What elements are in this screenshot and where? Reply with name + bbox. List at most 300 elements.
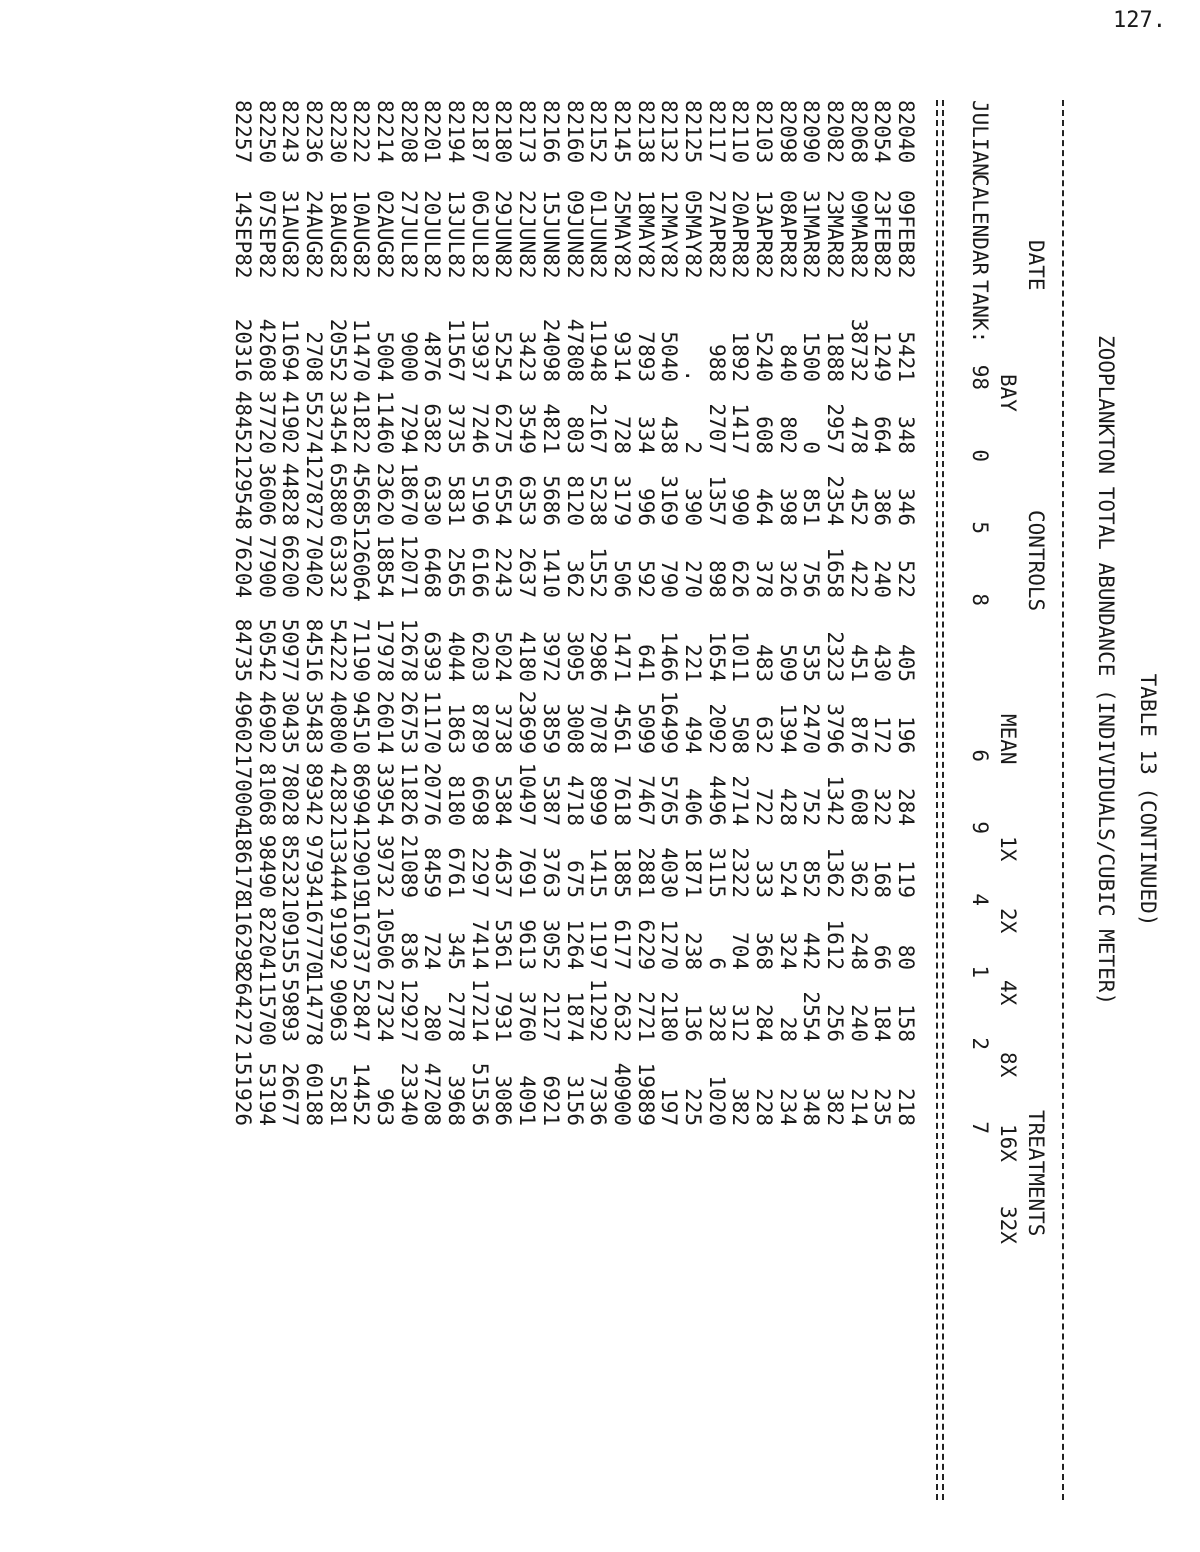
table-cell: 51536 [467,1062,492,1126]
table-cell: 312 [728,1004,753,1042]
table-cell: 48452 [230,390,255,454]
table-cell: 1394 [775,703,800,754]
tank-number: 98 [968,364,992,390]
table-cell: 25MAY82 [609,190,634,279]
table-cell: 4821 [538,403,563,454]
table-cell: 30435 [278,690,303,754]
table-row [231,100,255,1126]
table-cell: 29JUN82 [491,190,516,279]
table-cell: 7078 [586,703,611,754]
table-cell: 7294 [396,403,421,454]
table-row [492,100,516,1126]
table-cell: 42832 [325,762,350,826]
table-cell: 728 [609,416,634,454]
page-number: 127. [1113,8,1166,33]
table-cell: 3859 [538,703,563,754]
table-cell: 6554 [491,475,516,526]
table-cell: 722 [752,788,777,826]
table-cell: 1270 [657,919,682,970]
table-cell: 78028 [278,762,303,826]
table-cell: 91992 [325,906,350,970]
table-cell: 641 [633,644,658,682]
table-cell: 803 [562,416,587,454]
table-cell: 186178 [230,826,255,902]
header-controls: CONTROLS [1024,510,1048,612]
table-cell: 2881 [633,847,658,898]
table-cell: 4044 [444,631,469,682]
table-cell: 8459 [420,847,445,898]
table-cell: 4496 [704,775,729,826]
table-cell: 07SEP82 [254,190,279,279]
table-cell: 790 [657,560,682,598]
table-cell: 7336 [586,1075,611,1126]
table-cell: 17978 [373,618,398,682]
table-row [586,100,610,1126]
table-cell: 36006 [254,462,279,526]
table-cell: 464 [752,488,777,526]
table-cell: 12071 [396,534,421,598]
table-cell: 1410 [538,547,563,598]
table-cell: 26014 [373,690,398,754]
divider [936,100,938,1500]
table-cell: 12MAY82 [657,190,682,279]
table-cell: 1264 [562,919,587,970]
table-cell: 6 [704,957,729,970]
table-cell: 5240 [752,331,777,382]
table-cell: 11470 [349,318,374,382]
rotated-table-page [120,100,1160,1500]
table-cell: 82166 [538,100,563,164]
table-cell: 2708 [301,331,326,382]
table-cell: 2092 [704,703,729,754]
table-cell: 704 [728,932,753,970]
table-cell: 3549 [515,403,540,454]
table-subtitle: ZOOPLANKTON TOTAL ABUNDANCE (INDIVIDUALS/CUBIC METER) [1094,335,1118,1006]
table-cell: 270 [680,560,705,598]
table-cell: 4091 [515,1075,540,1126]
table-cell: 63332 [325,534,350,598]
table-cell: 114778 [301,970,326,1046]
table-cell: 494 [680,716,705,754]
table-cell: 196 [894,716,919,754]
data-table [231,100,918,1126]
table-title: TABLE 13 (CONTINUED) [1136,673,1160,927]
tank-number: 2 [968,1037,992,1050]
table-cell: 38732 [846,318,871,382]
table-cell: 7931 [491,991,516,1042]
header-calendar: CALENDAR [968,174,992,276]
table-cell: 77900 [254,534,279,598]
table-cell: 13937 [467,318,492,382]
table-cell: 82152 [586,100,611,164]
table-cell: 18AUG82 [325,190,350,279]
table-row [610,100,634,1126]
table-row [847,100,871,1126]
table-cell: 10506 [373,906,398,970]
table-cell: 49602 [230,690,255,754]
table-cell: 1362 [823,847,848,898]
table-cell: 256 [823,1004,848,1042]
table-cell: 18MAY82 [633,190,658,279]
table-cell: 4561 [609,703,634,754]
table-cell: 334 [633,416,658,454]
divider [1062,100,1064,1500]
table-cell: 136 [680,1004,705,1042]
table-cell: 248 [846,932,871,970]
table-cell: 988 [704,344,729,382]
table-cell: 362 [562,560,587,598]
table-cell: 76204 [230,534,255,598]
table-cell: 197 [657,1088,682,1126]
table-row [705,100,729,1126]
table-cell: 234 [775,1088,800,1126]
table-cell: 6761 [444,847,469,898]
table-cell: 23620 [373,462,398,526]
table-cell: 66 [870,944,895,970]
table-cell: 3086 [491,1075,516,1126]
table-cell: 82257 [230,100,255,164]
header-julian: JULIAN [968,100,992,176]
table-cell: 1415 [586,847,611,898]
table-cell: 1466 [657,631,682,682]
table-cell: 10AUG82 [349,190,374,279]
tank-number: 8 [968,593,992,606]
header-bay: BAY [996,374,1020,412]
table-cell: 12678 [396,618,421,682]
table-cell: 6698 [467,775,492,826]
table-cell: 1863 [444,703,469,754]
table-cell: 168 [870,860,895,898]
table-cell: 264272 [230,970,255,1046]
table-cell: 478 [846,416,871,454]
tank-number: 4 [968,893,992,906]
header-tank: TANK: [968,280,992,344]
table-cell: 82194 [444,100,469,164]
table-cell: 2167 [586,403,611,454]
table-cell: 172 [870,716,895,754]
table-cell: 82110 [728,100,753,164]
table-cell: 5831 [444,475,469,526]
table-cell: 19889 [633,1062,658,1126]
table-cell: 151926 [230,1050,255,1126]
table-cell: 5686 [538,475,563,526]
table-cell: 11292 [586,978,611,1042]
table-cell: 23340 [396,1062,421,1126]
table-cell: 348 [894,416,919,454]
table-cell: 13JUL82 [444,190,469,279]
table-cell: 240 [846,1004,871,1042]
table-cell: 82132 [657,100,682,164]
table-cell: 6166 [467,547,492,598]
table-cell: 284 [752,1004,777,1042]
tank-number: 1 [968,965,992,978]
table-cell: 522 [894,560,919,598]
table-cell: 55274 [301,390,326,454]
table-cell: 31MAR82 [799,190,824,279]
table-cell: 18670 [396,462,421,526]
table-cell: 5765 [657,775,682,826]
table-cell: 5387 [538,775,563,826]
table-cell: 54222 [325,618,350,682]
table-cell: 7467 [633,775,658,826]
table-cell: 6921 [538,1075,563,1126]
table-cell: 47808 [562,318,587,382]
table-cell: 8120 [562,475,587,526]
table-cell: 11694 [278,318,303,382]
table-cell: 675 [562,860,587,898]
table-cell: 82103 [752,100,777,164]
table-cell: 40900 [609,1062,634,1126]
table-cell: 119 [894,860,919,898]
table-cell: 170004 [230,754,255,830]
table-cell: 2714 [728,775,753,826]
table-cell: 129019 [349,826,374,902]
table-cell: 228 [752,1088,777,1126]
table-cell: 5099 [633,703,658,754]
table-cell: 09MAR82 [846,190,871,279]
table-cell: 50977 [278,618,303,682]
table-cell: 1342 [823,775,848,826]
table-cell: 752 [799,788,824,826]
table-cell: 608 [846,788,871,826]
tank-number: 9 [968,821,992,834]
table-cell: 5040 [657,331,682,382]
table-cell: 82201 [420,100,445,164]
table-cell: 59893 [278,978,303,1042]
table-cell: 2180 [657,991,682,1042]
table-cell: 90963 [325,978,350,1042]
table-cell: 184 [870,1004,895,1042]
table-cell: 322 [870,788,895,826]
table-cell: 13APR82 [752,190,777,279]
table-cell: 02AUG82 [373,190,398,279]
table-cell: 6229 [633,919,658,970]
table-cell: 626 [728,560,753,598]
table-cell: 21089 [396,834,421,898]
table-cell: 14452 [349,1062,374,1126]
table-cell: 378 [752,560,777,598]
table-cell: 2957 [823,403,848,454]
table-cell: 20552 [325,318,350,382]
table-cell: 6177 [609,919,634,970]
table-cell: . [680,369,705,382]
table-row [539,100,563,1126]
table-cell: 71190 [349,618,374,682]
table-cell: 592 [633,560,658,598]
table-cell: 10497 [515,762,540,826]
table-cell: 422 [846,560,871,598]
table-cell: 82214 [373,100,398,164]
table-cell: 2354 [823,475,848,526]
table-row [350,100,374,1126]
table-cell: 2721 [633,991,658,1042]
table-cell: 5254 [491,331,516,382]
table-cell: 608 [752,416,777,454]
table-cell: 1552 [586,547,611,598]
table-row [894,100,918,1126]
table-cell: 451 [846,644,871,682]
table-cell: 82090 [799,100,824,164]
table-cell: 840 [775,344,800,382]
table-cell: 8180 [444,775,469,826]
table-cell: 386 [870,488,895,526]
divider [942,100,944,1500]
table-cell: 506 [609,560,634,598]
table-cell: 24098 [538,318,563,382]
table-row [468,100,492,1126]
table-cell: 524 [775,860,800,898]
table-cell: 6382 [420,403,445,454]
table-cell: 109155 [278,898,303,974]
table-cell: 3095 [562,631,587,682]
table-cell: 82117 [704,100,729,164]
table-cell: 3008 [562,703,587,754]
table-cell: 12927 [396,978,421,1042]
table-cell: 345 [444,932,469,970]
table-cell: 7246 [467,403,492,454]
table-cell: 4876 [420,331,445,382]
table-cell: 6203 [467,631,492,682]
table-cell: 2986 [586,631,611,682]
table-cell: 6330 [420,475,445,526]
table-row [326,100,350,1126]
table-cell: 82068 [846,100,871,164]
table-cell: 2554 [799,991,824,1042]
table-cell: 5281 [325,1075,350,1126]
table-cell: 97934 [301,834,326,898]
table-cell: 3968 [444,1075,469,1126]
table-cell: 5238 [586,475,611,526]
table-cell: 8999 [586,775,611,826]
table-cell: 2323 [823,631,848,682]
table-cell: 240 [870,560,895,598]
table-cell: 82082 [823,100,848,164]
table-cell: 28 [775,1016,800,1042]
table-cell: 8789 [467,703,492,754]
table-cell: 428 [775,788,800,826]
table-cell: 17214 [467,978,492,1042]
tank-number: 6 [968,749,992,762]
table-cell: 82236 [301,100,326,164]
table-cell: 127872 [301,454,326,530]
table-cell: 1654 [704,631,729,682]
table-cell: 3052 [538,919,563,970]
table-cell: 1197 [586,919,611,970]
table-cell: 3735 [444,403,469,454]
table-cell: 35483 [301,690,326,754]
table-cell: 1871 [680,847,705,898]
table-cell: 2637 [515,547,540,598]
table-cell: 1892 [728,331,753,382]
table-cell: 333 [752,860,777,898]
table-cell: 06JUL82 [467,190,492,279]
header-treatments: TREATMENTS [1024,1110,1048,1237]
table-cell: 2778 [444,991,469,1042]
table-cell: 18854 [373,534,398,598]
table-cell: 214 [846,1088,871,1126]
tank-number [968,606,992,690]
table-row [776,100,800,1126]
table-row [563,100,587,1126]
table-cell: 05MAY82 [680,190,705,279]
table-cell: 14SEP82 [230,190,255,279]
table-row [397,100,421,1126]
table-cell: 82040 [894,100,919,164]
table-cell: 1417 [728,403,753,454]
table-cell: 1020 [704,1075,729,1126]
table-cell: 280 [420,1004,445,1042]
tank-number: 7 [968,1121,992,1134]
table-cell: 09FEB82 [894,190,919,279]
table-cell: 82173 [515,100,540,164]
table-cell: 27324 [373,978,398,1042]
header-mean: MEAN [996,714,1020,765]
table-cell: 221 [680,644,705,682]
table-cell: 876 [846,716,871,754]
table-cell: 4030 [657,847,682,898]
table-cell: 6393 [420,631,445,682]
header-col-4x: 4X [996,980,1020,1006]
table-cell: 6275 [491,403,516,454]
table-row [752,100,776,1126]
table-cell: 3738 [491,703,516,754]
table-row [421,100,445,1126]
table-cell: 2322 [728,847,753,898]
table-cell: 3796 [823,703,848,754]
table-cell: 47208 [420,1062,445,1126]
table-cell: 6353 [515,475,540,526]
table-cell: 324 [775,932,800,970]
table-cell: 82160 [562,100,587,164]
table-cell: 7893 [633,331,658,382]
table-cell: 65880 [325,462,350,526]
table-cell: 1011 [728,631,753,682]
table-cell: 53194 [254,1062,279,1126]
table-cell: 1885 [609,847,634,898]
table-cell: 5421 [894,331,919,382]
table-cell: 5196 [467,475,492,526]
table-cell: 41902 [278,390,303,454]
table-cell: 31AUG82 [278,190,303,279]
table-cell: 284 [894,788,919,826]
table-cell: 82145 [609,100,634,164]
header-col-16x: 16X [996,1124,1020,1162]
table-cell: 1500 [799,331,824,382]
table-cell: 23MAR82 [823,190,848,279]
table-cell: 2243 [491,547,516,598]
table-cell: 1612 [823,919,848,970]
table-cell: 3972 [538,631,563,682]
table-cell: 2565 [444,547,469,598]
table-cell: 89342 [301,762,326,826]
table-cell: 390 [680,488,705,526]
table-cell: 3169 [657,475,682,526]
table-cell: 82204 [254,906,279,970]
table-cell: 3763 [538,847,563,898]
header-date: DATE [1024,240,1048,291]
table-cell: 11460 [373,390,398,454]
table-cell: 33454 [325,390,350,454]
table-cell: 84735 [230,618,255,682]
table-cell: 16499 [657,690,682,754]
table-row [255,100,279,1126]
table-cell: 15JUN82 [538,190,563,279]
table-cell: 3423 [515,331,540,382]
table-cell: 80 [894,944,919,970]
table-cell: 430 [870,644,895,682]
table-cell: 4180 [515,631,540,682]
table-row [729,100,753,1126]
